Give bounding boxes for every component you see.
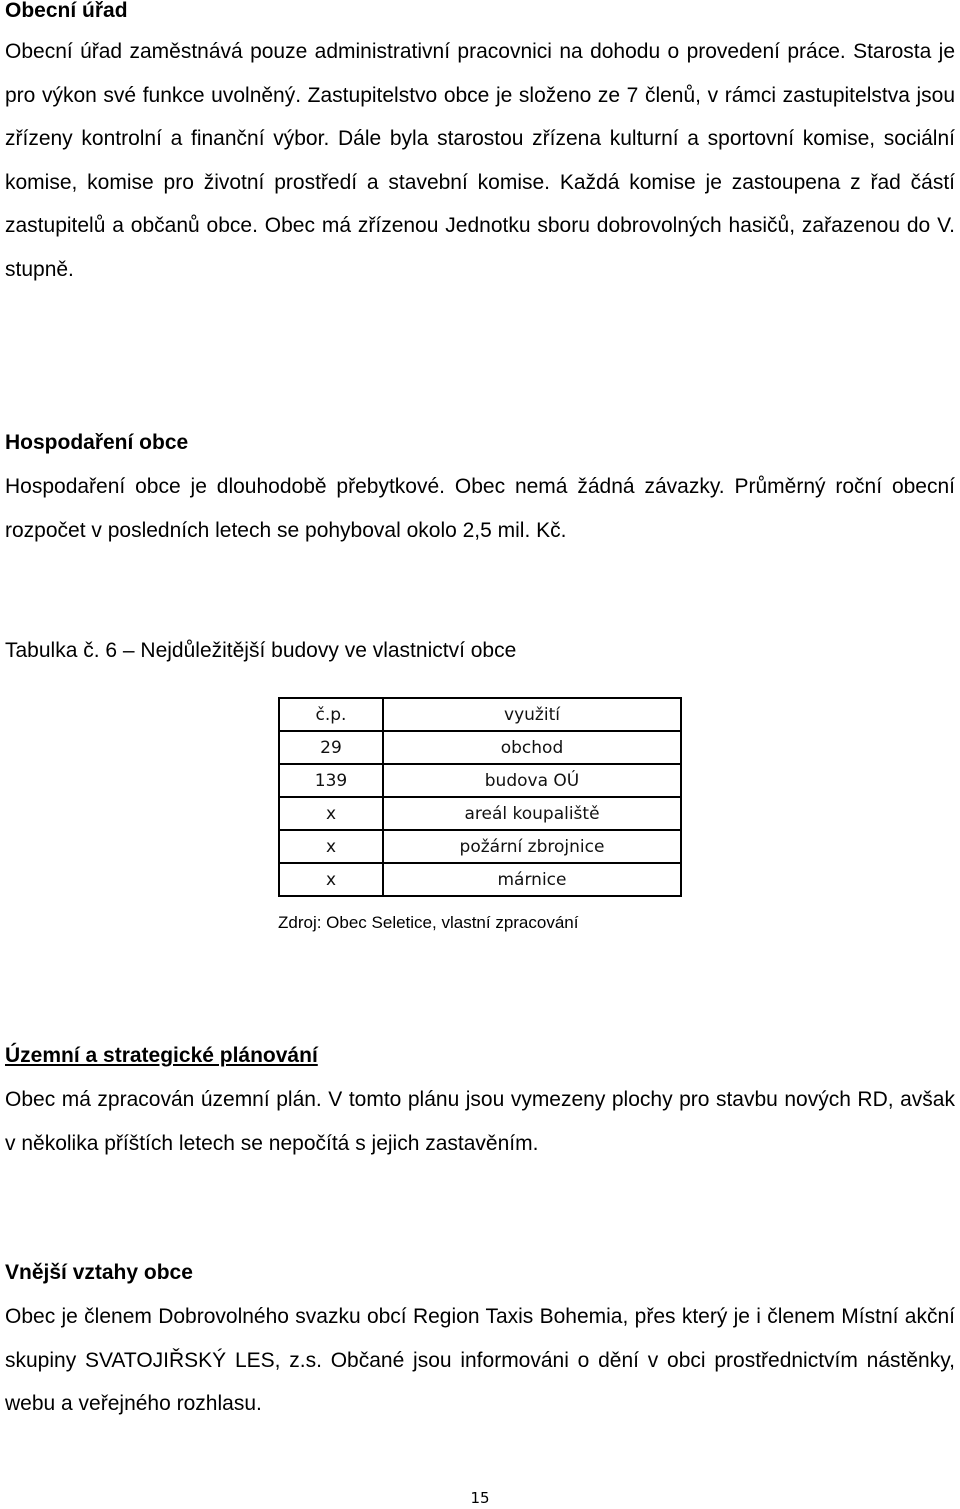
section-heading: Vnější vztahy obce [5,1261,193,1284]
table-cell: 29 [279,731,383,764]
section-heading: Obecní úřad [5,0,128,22]
table-header-cell: využití [383,698,681,731]
section-paragraph: Hospodaření obce je dlouhodobě přebytkové. Obec nemá žádná závazky. Průměrný roční obecní rozpočet v posledních letech se pohyboval okolo 2,5 mil. Kč. [5,475,955,542]
table-cell: x [279,830,383,863]
table-cell: budova OÚ [383,764,681,797]
section-paragraph: Obecní úřad zaměstnává pouze administrativní pracovnici na dohodu o provedení práce. Starosta je pro výkon své funkce uvolněný. Zastupitelstvo obce je složeno ze 7 členů, v rámci zastupitelstva jsou zřízeny kontrolní a finanční výbor. Dále byla starostou zřízena kulturní a sportovní komise, sociální komise, komise pro životní prostředí a stavební komise. Každá komise je zastoupena z řad částí zastupitelů a občanů obce. Obec má zřízenou Jednotku sboru dobrovolných hasičů, zařazenou do V. stupně. [5,40,955,281]
buildings-table [278,697,682,897]
section-heading: Hospodaření obce [5,431,189,454]
section-planning [5,1043,955,1165]
section-paragraph: Obec je členem Dobrovolného svazku obcí Region Taxis Bohemia, přes který je i členem Místní akční skupiny SVATOJIŘSKÝ LES, z.s. Občané jsou informováni o dění v obci prostřednictvím nástěnky, webu a veřejného rozhlasu. [5,1305,955,1415]
table-cell: x [279,797,383,830]
table-header-row [279,698,681,731]
table-cell: x [279,863,383,896]
table-row [279,863,681,896]
table-row [279,830,681,863]
section-office [5,0,955,291]
section-relations [5,1260,955,1426]
table-row [279,764,681,797]
table-cell: obchod [383,731,681,764]
table-cell: požární zbrojnice [383,830,681,863]
section-heading: Územní a strategické plánování [5,1044,318,1067]
section-paragraph: Obec má zpracován územní plán. V tomto plánu jsou vymezeny plochy pro stavbu nových RD, avšak v několika příštích letech se nepočítá s jejich zastavěním. [5,1088,955,1155]
page-number: 15 [470,1489,490,1507]
table-caption: Tabulka č. 6 – Nejdůležitější budovy ve vlastnictví obce [5,639,517,662]
table-header-cell: č.p. [279,698,383,731]
table-cell: areál koupaliště [383,797,681,830]
table-row [279,731,681,764]
table-source-note: Zdroj: Obec Seletice, vlastní zpracování [278,913,579,932]
table-row [279,797,681,830]
section-economy [5,430,955,552]
table-cell: 139 [279,764,383,797]
table-cell: márnice [383,863,681,896]
